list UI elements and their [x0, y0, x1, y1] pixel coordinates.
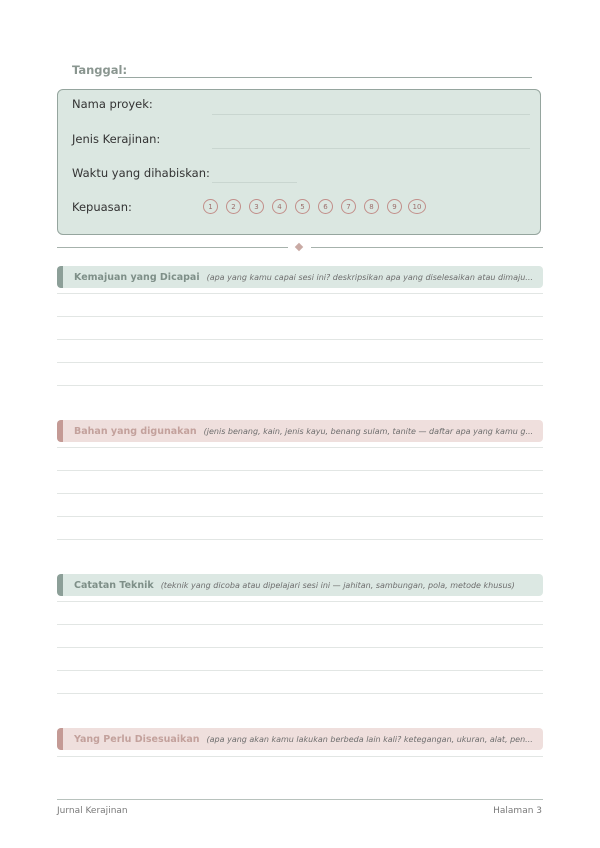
section-title: Bahan yang digunakan: [74, 425, 197, 437]
writing-line[interactable]: [57, 385, 543, 386]
section-accent-bar: [57, 266, 63, 288]
time-spent-label: Waktu yang dihabiskan:: [72, 166, 210, 180]
writing-line[interactable]: [57, 362, 543, 363]
section-header-technique: [57, 574, 543, 596]
writing-line[interactable]: [57, 447, 543, 448]
section-header-materials: [57, 420, 543, 442]
satisfaction-circle-8[interactable]: 8: [364, 199, 379, 214]
satisfaction-circle-1[interactable]: 1: [203, 199, 218, 214]
section-subtitle: (apa yang kamu capai sesi ini? deskripsikan apa yang diselesaikan atau dimaju...: [206, 272, 533, 282]
divider-diamond-icon: [295, 243, 303, 251]
satisfaction-label: Kepuasan:: [72, 200, 132, 214]
divider-left: [57, 247, 288, 248]
section-subtitle: (jenis benang, kain, jenis kayu, benang sulam, tanite — daftar apa yang kamu g...: [203, 426, 534, 436]
writing-line[interactable]: [57, 601, 543, 602]
satisfaction-circle-3[interactable]: 3: [249, 199, 264, 214]
date-input-line[interactable]: [118, 77, 532, 78]
project-name-label: Nama proyek:: [72, 97, 153, 111]
footer-journal-name: Jurnal Kerajinan: [57, 806, 128, 816]
project-name-input-line[interactable]: [212, 114, 530, 115]
section-subtitle: (apa yang akan kamu lakukan berbeda lain kali? ketegangan, ukuran, alat, pen...: [206, 734, 533, 744]
satisfaction-circle-10[interactable]: 10: [408, 199, 426, 214]
section-title: Catatan Teknik: [74, 579, 154, 591]
satisfaction-circle-6[interactable]: 6: [318, 199, 333, 214]
craft-type-label: Jenis Kerajinan:: [72, 132, 161, 146]
time-spent-input-line[interactable]: [212, 182, 297, 183]
writing-line[interactable]: [57, 670, 543, 671]
footer-page-number: Halaman 3: [493, 806, 542, 816]
section-accent-bar: [57, 574, 63, 596]
writing-line[interactable]: [57, 516, 543, 517]
writing-line[interactable]: [57, 624, 543, 625]
writing-line[interactable]: [57, 293, 543, 294]
satisfaction-circle-4[interactable]: 4: [272, 199, 287, 214]
writing-line[interactable]: [57, 756, 543, 757]
satisfaction-circle-7[interactable]: 7: [341, 199, 356, 214]
writing-line[interactable]: [57, 693, 543, 694]
writing-line[interactable]: [57, 339, 543, 340]
section-header-adjustments: [57, 728, 543, 750]
writing-line[interactable]: [57, 316, 543, 317]
satisfaction-circle-9[interactable]: 9: [387, 199, 402, 214]
section-header-progress: [57, 266, 543, 288]
writing-line[interactable]: [57, 539, 543, 540]
writing-line[interactable]: [57, 647, 543, 648]
satisfaction-circle-5[interactable]: 5: [295, 199, 310, 214]
divider-right: [311, 247, 543, 248]
writing-line[interactable]: [57, 493, 543, 494]
section-subtitle: (teknik yang dicoba atau dipelajari sesi ini — jahitan, sambungan, pola, metode khusus): [160, 580, 515, 590]
section-title: Kemajuan yang Dicapai: [74, 271, 200, 283]
section-accent-bar: [57, 420, 63, 442]
date-label: Tanggal:: [72, 63, 128, 77]
craft-type-input-line[interactable]: [212, 148, 530, 149]
writing-line[interactable]: [57, 470, 543, 471]
satisfaction-circle-2[interactable]: 2: [226, 199, 241, 214]
section-title: Yang Perlu Disesuaikan: [74, 733, 200, 745]
footer-divider: [57, 799, 543, 800]
section-accent-bar: [57, 728, 63, 750]
